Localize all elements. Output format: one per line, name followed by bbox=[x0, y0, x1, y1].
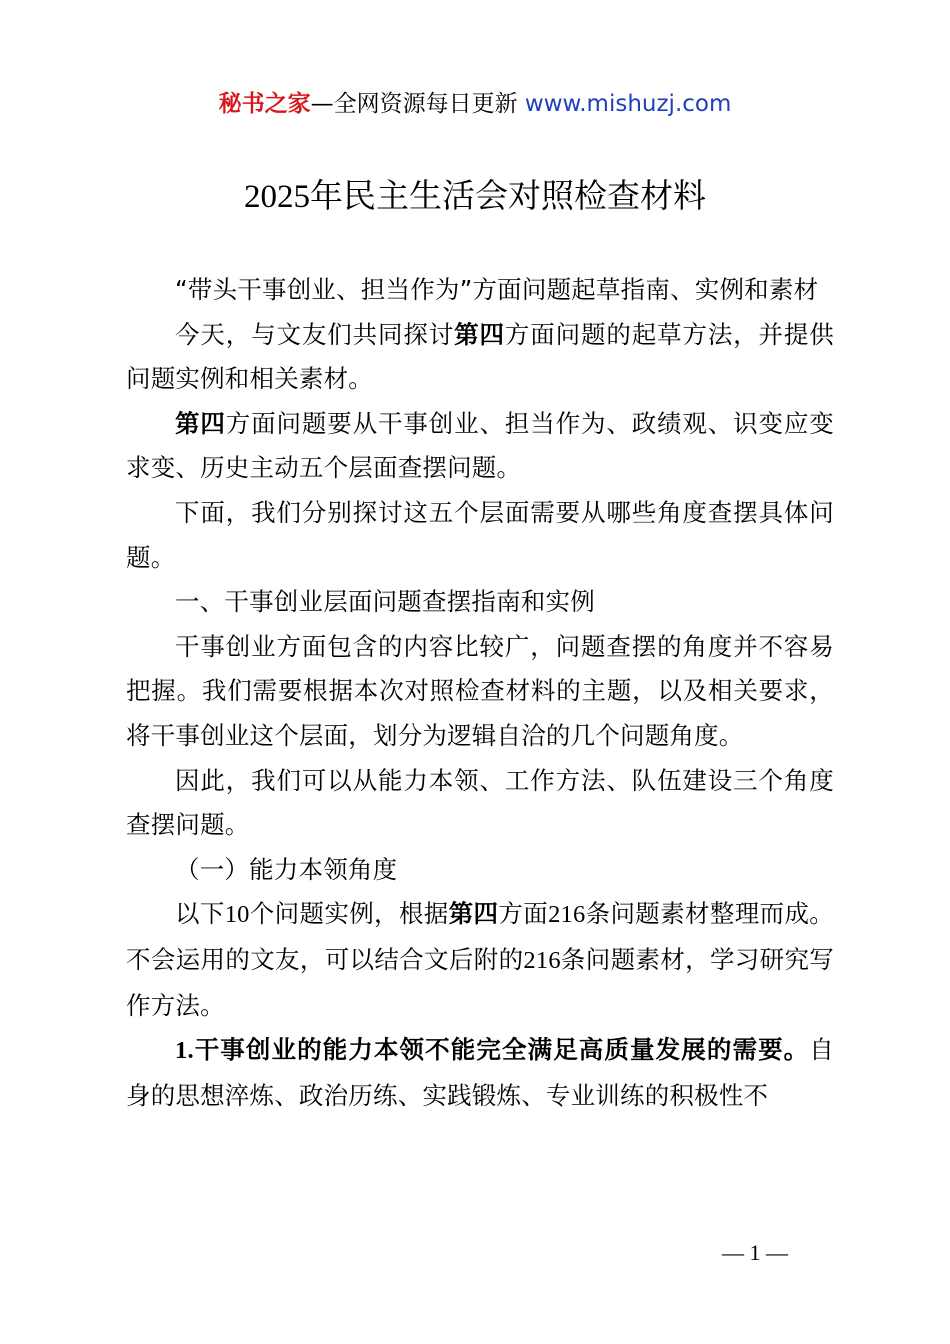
document-body bbox=[126, 268, 834, 1118]
header-slogan: —全网资源每日更新 bbox=[310, 91, 525, 117]
text-run: 个问题实例，根据 bbox=[249, 899, 449, 929]
document-title bbox=[0, 172, 950, 221]
text-run: 条问题素材，学习研究写作方法。 bbox=[126, 944, 835, 1020]
text-run: 以下 bbox=[175, 899, 225, 929]
bold-run: 第四 bbox=[448, 899, 499, 929]
item-number: 1. bbox=[175, 1037, 194, 1065]
paragraph-intro bbox=[126, 313, 834, 402]
item-heading: 干事创业的能力本领不能完全满足高质量发展的需要。 bbox=[193, 1035, 810, 1065]
site-header bbox=[0, 86, 950, 122]
title-text: 年民主生活会对照检查材料 bbox=[310, 176, 706, 215]
paragraph-subtitle: “带头干事创业、担当作为”方面问题起草指南、实例和素材 bbox=[175, 275, 819, 304]
paragraph-scope: 干事创业方面包含的内容比较广，问题查摆的角度并不容易把握。我们需要根据本次对照检查材料的主题，以及相关要求，将干事创业这个层面，划分为逻辑自洽的几个问题角度。 bbox=[126, 631, 834, 750]
brand-name: 秘书之家 bbox=[218, 91, 311, 117]
bold-run: 第四 bbox=[175, 408, 226, 438]
site-url[interactable]: www.mishuzj.com bbox=[524, 91, 732, 117]
paragraph-next: 下面，我们分别探讨这五个层面需要从哪些角度查摆具体问题。 bbox=[126, 497, 834, 572]
text-run: 方面问题的起草方法，并提供问题实例和相关素材。 bbox=[126, 319, 834, 394]
number-run: 10 bbox=[224, 901, 250, 929]
text-run: 条问题素材整理而成。不会运用的文友，可以结合文后附的 bbox=[126, 899, 834, 974]
text-run: 今天，与文友们共同探讨 bbox=[175, 319, 455, 349]
text-run: 方面 bbox=[498, 899, 549, 929]
paragraph-angles: 因此，我们可以从能力本领、工作方法、队伍建设三个角度查摆问题。 bbox=[126, 765, 834, 840]
number-run: 216 bbox=[548, 901, 586, 929]
subsection-heading-1: （一）能力本领角度 bbox=[175, 854, 398, 884]
paragraph-aspects bbox=[126, 402, 834, 491]
page-number: — 1 — bbox=[722, 1240, 788, 1265]
paragraph-examples bbox=[126, 892, 834, 1028]
bold-run: 第四 bbox=[454, 319, 505, 349]
paragraph-item-1 bbox=[126, 1028, 834, 1118]
section-heading-1: 一、干事创业层面问题查摆指南和实例 bbox=[175, 587, 595, 617]
title-year: 2025 bbox=[244, 179, 310, 215]
text-run: 方面问题要从干事创业、担当作为、政绩观、识变应变求变、历史主动五个层面查摆问题。 bbox=[126, 408, 834, 483]
number-run: 216 bbox=[523, 946, 561, 974]
text-run: 自身的思想淬炼、政治历练、实践锻炼、专业训练的积极性不 bbox=[126, 1035, 834, 1110]
